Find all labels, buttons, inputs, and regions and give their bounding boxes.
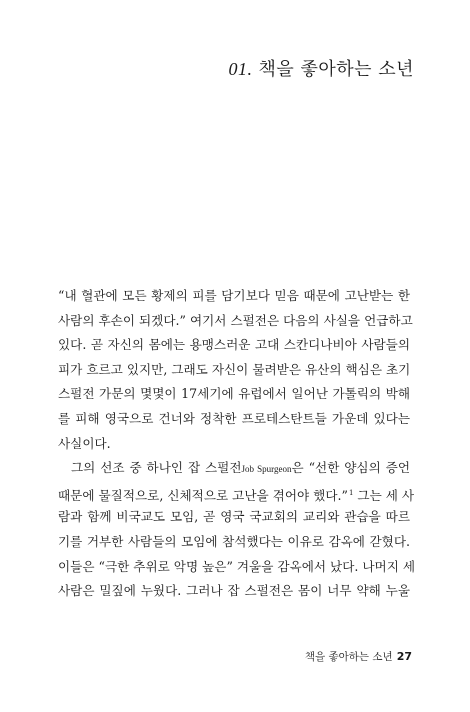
text-line: “내 혈관에 모든 황제의 피를 담기보다 믿음 때문에 고난받는 한 xyxy=(58,288,410,303)
running-title: 책을 좋아하는 소년 xyxy=(304,651,393,663)
text-line: 를 피해 영국으로 건너와 정착한 프로테스탄트들 가운데 있다는 xyxy=(58,410,410,426)
chapter-title xyxy=(228,55,414,81)
text-line: 스펄전 가문의 몇몇이 17세기에 유럽에서 일어난 가톨릭의 박해 xyxy=(58,386,410,402)
text-line: 있다. 곧 자신의 몸에는 용맹스러운 고대 스칸디나비아 사람들의 xyxy=(58,337,410,353)
text-line xyxy=(58,481,415,506)
text-line xyxy=(58,456,410,481)
text-line: 피가 흐르고 있지만, 그래도 자신이 물려받은 유산의 핵심은 초기 xyxy=(58,361,411,377)
page-number: 27 xyxy=(396,650,412,663)
text-line: 이들은 “극한 추위로 악명 높은” 겨울을 감옥에서 났다. 나머지 세 xyxy=(58,558,416,574)
footnote-marker: 1 xyxy=(348,488,354,497)
text-segment: 그의 선조 중 하나인 잡 스펄전 xyxy=(71,460,242,476)
body-text xyxy=(58,284,416,604)
text-line: 사실이다. xyxy=(58,435,111,451)
text-line: 기를 거부한 사람들의 모임에 참석했다는 이유로 감옥에 갇혔다. xyxy=(58,533,410,549)
text-line: 사람은 밀짚에 누웠다. 그러나 잡 스펄전은 몸이 너무 약해 누울 xyxy=(58,583,410,599)
text-line: 람과 함께 비국교도 모임, 곧 영국 국교회의 교리와 관습을 따르 xyxy=(58,509,410,525)
text-segment: 때문에 물질적으로, 신체적으로 고난을 겪어야 했다.” xyxy=(58,487,348,503)
latin-name: Job Spurgeon xyxy=(241,464,292,475)
text-line: 사람의 후손이 되겠다.” 여기서 스펄전은 다음의 사실을 언급하고 xyxy=(58,312,413,328)
text-segment: 은 “선한 양심의 증언 xyxy=(291,460,410,476)
chapter-number: 01. xyxy=(228,59,253,79)
text-segment: 그는 세 사 xyxy=(353,487,415,503)
chapter-title-text: 책을 좋아하는 소년 xyxy=(258,59,414,80)
page-footer xyxy=(305,649,412,664)
